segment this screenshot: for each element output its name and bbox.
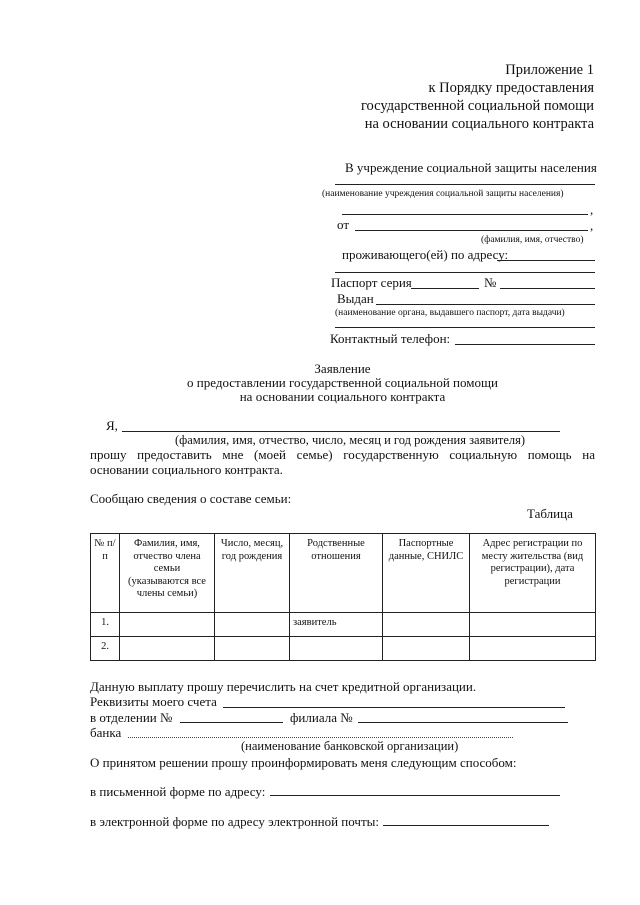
table-row <box>91 637 596 661</box>
table-row <box>91 613 596 637</box>
family-intro: Сообщаю сведения о составе семьи: <box>90 491 292 506</box>
cell-passport[interactable] <box>383 613 470 637</box>
phone-line[interactable] <box>455 344 595 345</box>
addressee-institution: В учреждение социальной защиты населения <box>345 160 597 175</box>
bank-line[interactable] <box>128 737 513 738</box>
passport-number-line[interactable] <box>500 288 595 289</box>
institution-line[interactable] <box>335 184 595 185</box>
cell-fio[interactable] <box>120 637 215 661</box>
from-label: от <box>337 217 350 232</box>
request-line-2: основании социального контракта. <box>90 462 283 477</box>
header-birth: Число, месяц, год рождения <box>215 534 290 613</box>
issued-line-2[interactable] <box>335 327 595 328</box>
address-line-2[interactable] <box>335 272 595 273</box>
phone-label: Контактный телефон: <box>330 331 451 346</box>
appendix-line-2: к Порядку предоставления <box>428 80 594 96</box>
cell-fio[interactable] <box>120 613 215 637</box>
address-line-1[interactable] <box>497 260 595 261</box>
heading-line-1: Заявление <box>314 361 371 376</box>
passport-number-label: № <box>484 275 497 290</box>
table-header-row <box>91 534 596 613</box>
header-num: № п/п <box>91 534 120 613</box>
branch-line[interactable] <box>180 722 283 723</box>
cell-birth[interactable] <box>215 637 290 661</box>
bank-hint: (наименование банковской организации) <box>241 739 459 753</box>
passport-series-line[interactable] <box>411 288 479 289</box>
notify-text: О принятом решении прошу проинформировать меня следующим способом: <box>90 755 517 770</box>
transfer-text: Данную выплату прошу перечислить на счет кредитной организации. <box>90 679 477 694</box>
written-label: в письменной форме по адресу: <box>90 784 266 799</box>
family-table <box>90 533 596 661</box>
email-line[interactable] <box>383 825 549 826</box>
account-label: Реквизиты моего счета <box>90 694 217 709</box>
table-caption: Таблица <box>527 506 573 521</box>
i-label: Я, <box>106 418 118 433</box>
issued-label: Выдан <box>337 291 374 306</box>
appendix-line-1: Приложение 1 <box>505 62 594 78</box>
institution-line-2[interactable] <box>342 214 588 215</box>
cell-passport[interactable] <box>383 637 470 661</box>
written-address-line[interactable] <box>270 795 560 796</box>
appendix-line-4: на основании социального контракта <box>364 116 594 132</box>
passport-series-label: Паспорт серия <box>331 275 412 290</box>
header-address: Адрес регистрации по месту жительства (вид регистрации), дата регистрации <box>470 534 596 613</box>
request-line-1: прошу предоставить мне (моей семье) государственную социальную помощь на <box>90 447 595 462</box>
applicant-hint: (фамилия, имя, отчество, число, месяц и год рождения заявителя) <box>175 433 526 447</box>
email-label: в электронной форме по адресу электронной почты: <box>90 814 379 829</box>
filial-label: филиала № <box>290 710 353 725</box>
fio-hint: (фамилия, имя, отчество) <box>481 235 584 245</box>
cell-address[interactable] <box>470 613 596 637</box>
residing-label: проживающего(ей) по адресу: <box>342 247 509 262</box>
institution-hint: (наименование учреждения социальной защиты населения) <box>322 189 564 199</box>
row-num: 2. <box>91 637 120 661</box>
bank-label: банка <box>90 725 122 740</box>
cell-relation[interactable] <box>290 637 383 661</box>
heading-line-3: на основании социального контракта <box>239 389 446 404</box>
appendix-line-3: государственной социальной помощи <box>360 98 594 114</box>
branch-label: в отделении № <box>90 710 173 725</box>
fio-line[interactable] <box>355 230 588 231</box>
cell-relation: заявитель <box>290 613 383 637</box>
account-line[interactable] <box>223 707 565 708</box>
comma: , <box>590 202 594 217</box>
header-relation: Родственные отношения <box>290 534 383 613</box>
cell-birth[interactable] <box>215 613 290 637</box>
issued-hint: (наименование органа, выдавшего паспорт, дата выдачи) <box>335 308 565 318</box>
header-passport: Паспортные данные, СНИЛС <box>383 534 470 613</box>
row-num: 1. <box>91 613 120 637</box>
cell-address[interactable] <box>470 637 596 661</box>
comma-2: , <box>590 218 594 233</box>
filial-line[interactable] <box>358 722 568 723</box>
issued-line[interactable] <box>376 304 595 305</box>
heading-line-2: о предоставлении государственной социальной помощи <box>187 375 498 390</box>
applicant-line[interactable] <box>122 431 560 432</box>
header-fio: Фамилия, имя, отчество члена семьи (указываются все члены семьи) <box>120 534 215 613</box>
